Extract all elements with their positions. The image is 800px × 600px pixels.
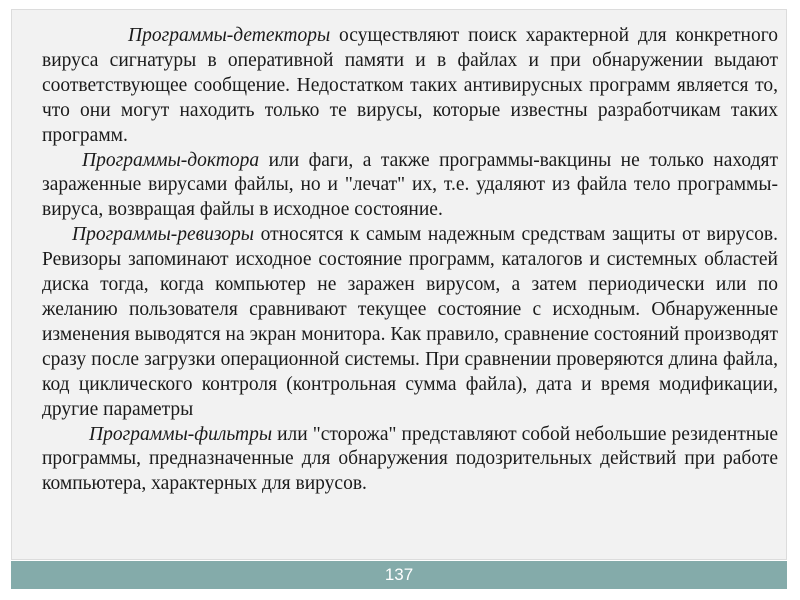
term-auditors: Программы-ревизоры	[72, 224, 254, 246]
paragraph-detectors-text: осуществляют поиск характерной для конкретного вируса сигнатуры в оперативной памяти и в файлах и при обнаружении выдают соответствующее сообщение. Недостатком таких антивирусных программ является то, что они могут находить только те вирусы, которые известны разработчикам таких программ.	[42, 25, 778, 146]
footer-bar	[11, 561, 787, 589]
paragraph-filters-text: или "сторожа" представляют собой небольшие резидентные программы, предназначенные для обнаружения подозрительных действий при работе компьютера, характерных для вирусов.	[42, 423, 778, 495]
paragraph-doctors-text: или фаги, а также программы-вакцины не только находят зараженные вирусами файлы, но и "лечат" их, т.е. удаляют из файла тело программы-вируса, возвращая файлы в исходное состояние.	[42, 149, 778, 221]
term-doctors: Программы-доктора	[82, 149, 260, 171]
body-text	[42, 24, 778, 497]
paragraph-doctors	[42, 149, 778, 224]
paragraph-filters	[42, 423, 778, 498]
term-detectors: Программы-детекторы	[128, 25, 331, 46]
content-frame	[11, 9, 787, 560]
paragraph-auditors	[42, 223, 778, 422]
term-filters: Программы-фильтры	[89, 423, 273, 445]
page-number: 137	[384, 565, 414, 584]
paragraph-detectors	[42, 24, 778, 149]
paragraph-auditors-text: относятся к самым надежным средствам защиты от вирусов. Ревизоры запоминают исходное состояние программ, каталогов и системных областей диска тогда, когда компьютер не заражен вирусом, а затем периодически или по желанию пользователя сравнивают текущее состояние с исходным. Обнаруженные изменения выводятся на экран монитора. Как правило, сравнение состояний производят сразу после загрузки операционной системы. При сравнении проверяются длина файла, код циклического контроля (контрольная сумма файла), дата и время модификации, другие параметры	[42, 224, 778, 420]
